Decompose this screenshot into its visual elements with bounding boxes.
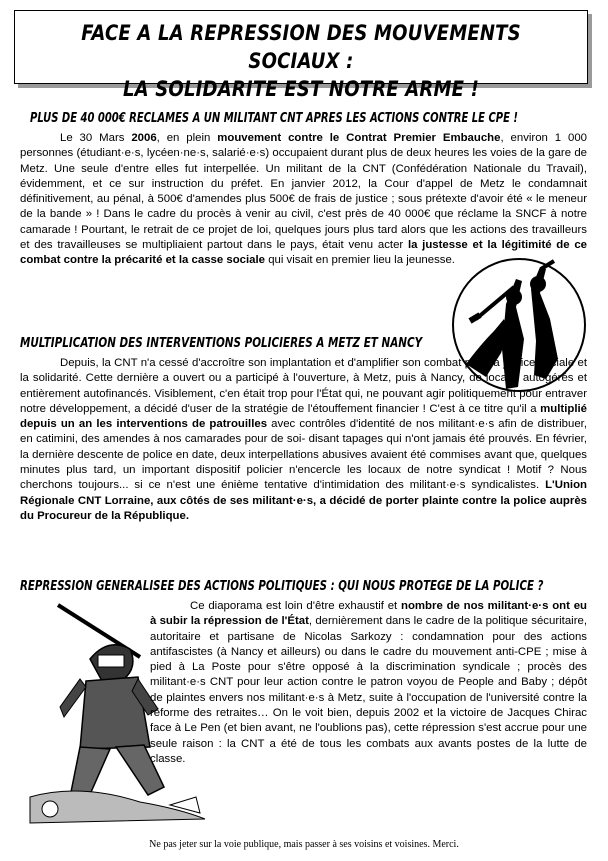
section2-text: Depuis, la CNT n'a cessé d'accroître son implantation et d'amplifier son combat pour la justice sociale et la solidarité. Cette dernière a ouvert ou a participé à l'ouverture, à Metz, puis à Nancy, de locaux autogérés et entièrement autofinancés. Visiblement, c'en était trop pour l'État qui, ne pouvant agir politiquement pour entraver notre développement, a décidé d'user de la stratégie de l'étouffement financier ! C'est à ce titre qu'il a multiplié depuis un an les interventions de patrouilles avec contrôles d'identité de nos militant·e·s afin de distribuer, en catimini, des amendes à nos camarades pour de soi- disant tapages qui n'ont jamais été prouvés. En février, la dernière descente de police en date, deux interpellations abusives avaient été commises avant que, quelques minutes plus tard, un important dispositif policier n'encercle les locaux de notre syndicat ! Motif ? Nous cherchons toujours... si ce n'est une énième tentative d'intimidation des militant·e·s syndicalistes. L'Union Régionale CNT Lorraine, aux côtés de ses militant·e·s, a décidé de porter plainte contre la police auprès du Procureur de la République. [20,357,587,522]
headline-line1: FACE A LA REPRESSION DES MOUVEMENTS SOCIAUX : [81,21,521,73]
headline-box [14,10,588,101]
section1-text: Le 30 Mars 2006, en plein mouvement contre le Contrat Premier Embauche, environ 1 000 personnes (étudiant·e·s, lycéen·ne·s, salarié·e·s) occupaient durant plus de deux heures les voies de la gare de Metz. Une seule d'entre elles fut interpellée. Un militant de la CNT (Confédération Nationale du Travail), évidemment, et ce sur instruction du préfet. En janvier 2012, la Cour d'appel de Metz le condamnait définitivement, au pénal, à 500€ d'amendes plus 500€ de frais de justice ; sous prétexte d'avoir été « le meneur de la bande » ! Dans le cadre du procès à venir au civil, c'est près de 40 000€ que réclame la SNCF à notre camarade ! Pourtant, le retrait de ce projet de loi, quelques jours plus tard alors que les actions des travailleurs et des travailleuses se multipliaient partout dans le pays, était venu acter la justesse et la légitimité de ce combat contre la précarité et la casse sociale qui visait en premier lieu la jeunesse. [20,132,588,267]
headline [55,11,547,103]
section2-title: MULTIPLICATION DES INTERVENTIONS POLICIERES A METZ ET NANCY [20,335,423,351]
section3-title: REPRESSION GENERALISEE DES ACTIONS POLITIQUES : QUI NOUS PROTEGE DE LA POLICE ? [20,578,544,594]
footer-note: Ne pas jeter sur la voie publique, mais passer à ses voisins et voisines. Merci. [149,839,459,850]
section3-text: Ce diaporama est loin d'être exhaustif et nombre de nos militant·e·s ont eu à subir la répression de l'État, dernièrement dans le cadre de la politique sécuritaire, autoritaire et partisane de Nicolas Sarkozy : condamnation pour des actions antifascistes (à Nancy et ailleurs) ou dans le cadre du mouvement anti-CPE ; mise à pied à La Poste pour s'être opposé à la discrimination syndicale ; procès des militant·e·s CNT pour leur action contre le patron voyou de People and Baby ; dépôt de plaintes envers nos militant·e·s à Metz, suite à l'occupation de l'université contre la réforme des retraites… On le voit bien, depuis 2002 et la victoire de Jacques Chirac face à Le Pen (et bien avant, ne l'oublions pas), cette répression s'est accrue pour une seule raison : la CNT a été de tous les combats aux avants postes de la lutte de classe. [150,600,587,765]
headline-line2: LA SOLIDARITE EST NOTRE ARME ! [122,77,480,101]
year: 2006 [131,132,157,144]
section1-title: PLUS DE 40 000€ RECLAMES A UN MILITANT CNT APRES LES ACTIONS CONTRE LE CPE ! [30,110,518,126]
